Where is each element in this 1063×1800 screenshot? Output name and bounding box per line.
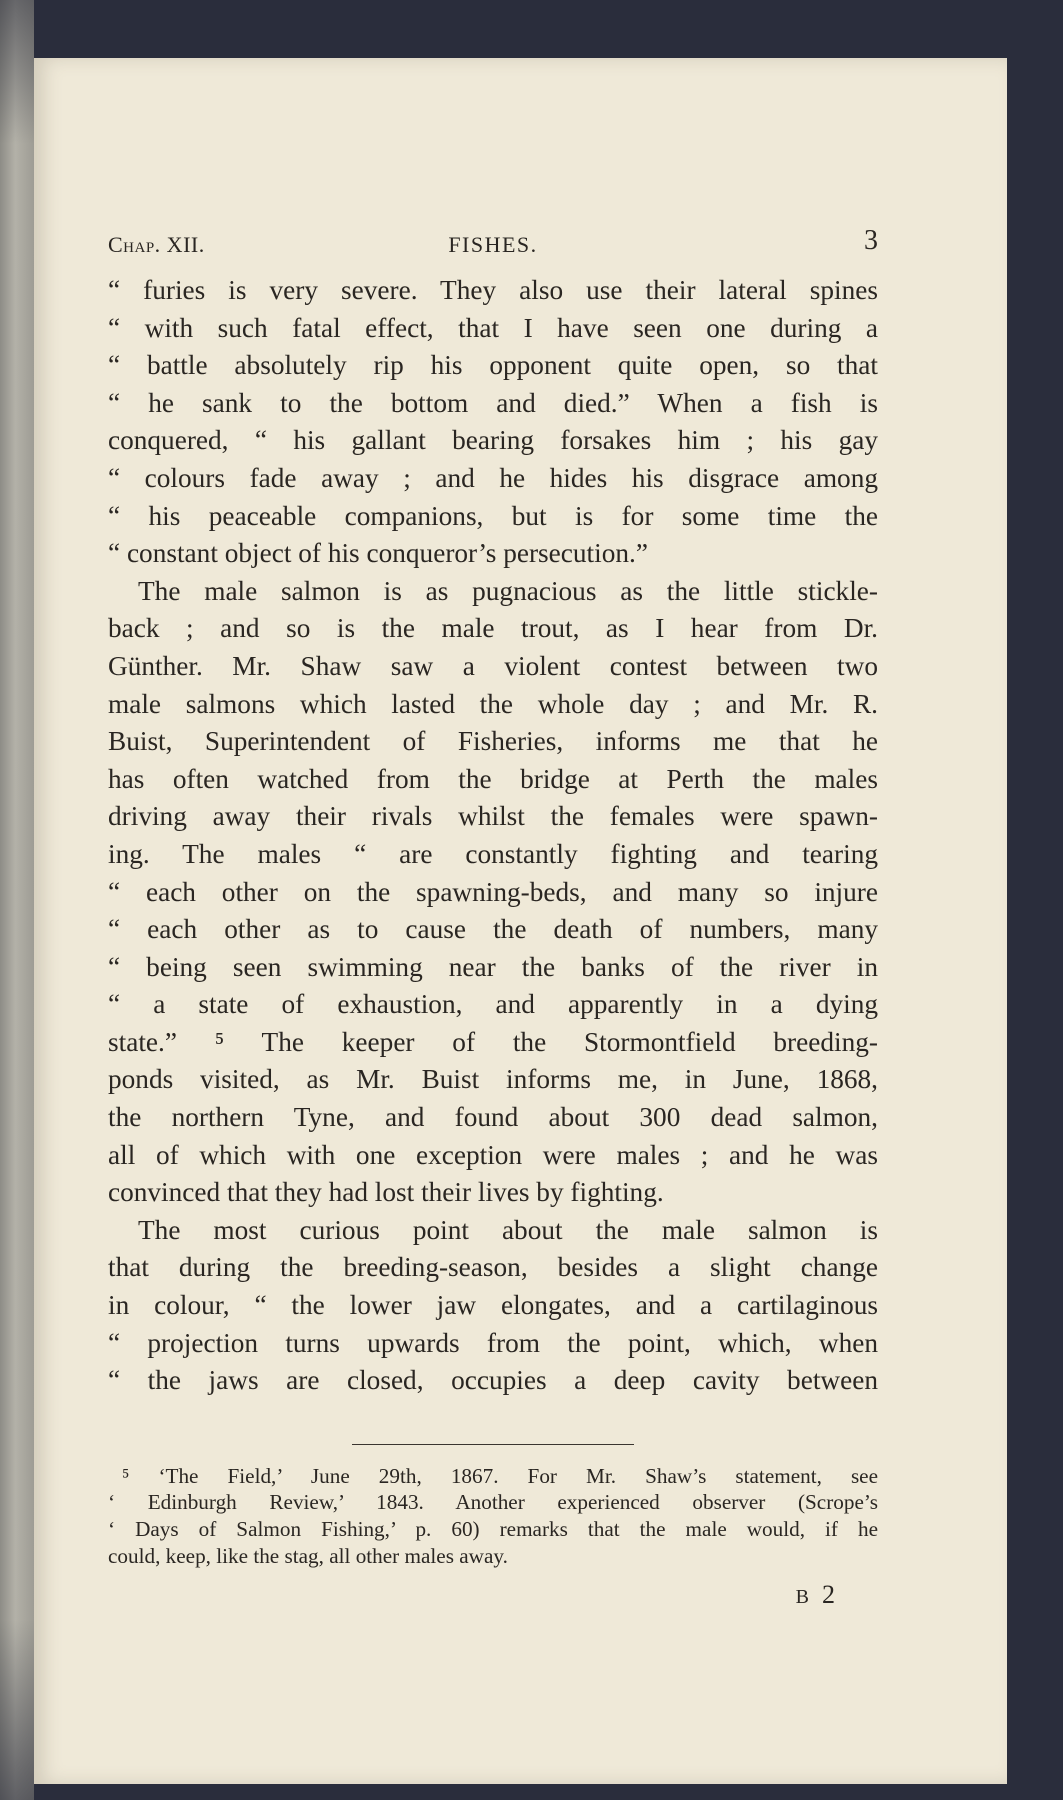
text-line: The most curious point about the male salmon is (138, 1214, 878, 1245)
text-line: in colour, “ the lower jaw elongates, and a cartilaginous (108, 1290, 878, 1321)
text-line: that during the breeding-season, besides a slight change (108, 1252, 878, 1283)
footnote-divider (352, 1444, 634, 1445)
signature-number: 2 (822, 1580, 838, 1610)
text-line: back ; and so is the male trout, as I hear from Dr. (108, 613, 878, 644)
signature-mark (108, 1577, 878, 1615)
text-line: ponds visited, as Mr. Buist informs me, in June, 1868, (108, 1064, 878, 1095)
text-line: male salmons which lasted the whole day ; and Mr. R. (108, 688, 878, 719)
text-line: conquered, “ his gallant bearing forsakes him ; his gay (108, 425, 878, 456)
facing-page-edge (0, 0, 34, 1800)
text-line: Buist, Superintendent of Fisheries, informs me that he (108, 726, 878, 757)
text-line: driving away their rivals whilst the females were spawn- (108, 801, 878, 832)
footnote-line: ‘ Days of Salmon Fishing,’ p. 60) remarks that the male would, if he (108, 1517, 878, 1541)
text-line: “ furies is very severe. They also use their lateral spines (108, 275, 878, 305)
page-content (108, 225, 878, 1615)
text-line: state.” ⁵ The keeper of the Stormontfield breeding- (108, 1026, 878, 1057)
text-line: “ constant object of his conqueror’s persecution.” (108, 538, 648, 569)
text-line: “ colours fade away ; and he hides his disgrace among (108, 462, 878, 493)
text-line: “ with such fatal effect, that I have seen one during a (108, 312, 878, 343)
page-number: 3 (864, 225, 878, 256)
text-line: The male salmon is as pugnacious as the little stickle- (138, 575, 878, 606)
text-line: “ projection turns upwards from the point, which, when (108, 1327, 878, 1358)
signature-letter: B (795, 1586, 812, 1609)
text-line: “ his peaceable companions, but is for some time the (108, 500, 878, 531)
text-line: ing. The males “ are constantly fighting and tearing (108, 838, 878, 869)
text-line: the northern Tyne, and found about 300 dead salmon, (108, 1102, 878, 1133)
text-line: convinced that they had lost their lives by fighting. (108, 1177, 664, 1208)
text-line: “ each other as to cause the death of numbers, many (108, 914, 878, 945)
text-line: Günther. Mr. Shaw saw a violent contest between two (108, 650, 878, 681)
text-line: all of which with one exception were males ; and he was (108, 1139, 878, 1170)
text-line: “ each other on the spawning-beds, and many so injure (108, 876, 878, 907)
text-line: “ a state of exhaustion, and apparently in a dying (108, 989, 878, 1020)
footnote-line: ⁵ ‘The Field,’ June 29th, 1867. For Mr. Shaw’s statement, see (122, 1463, 878, 1488)
chapter-label: Chap. XII. (108, 232, 205, 257)
text-line: “ the jaws are closed, occupies a deep cavity between (108, 1365, 878, 1396)
text-line: “ he sank to the bottom and died.” When a fish is (108, 387, 878, 418)
footnotes (108, 1463, 878, 1569)
body-text (108, 272, 878, 1400)
footnote-line: ‘ Edinburgh Review,’ 1843. Another experienced observer (Scrope’s (108, 1490, 878, 1515)
book-page (34, 58, 1007, 1784)
footnote-line: could, keep, like the stag, all other males away. (108, 1543, 508, 1568)
text-line: “ battle absolutely rip his opponent quite open, so that (108, 350, 878, 381)
section-title: FISHES. (448, 232, 538, 257)
edge-shadow (0, 0, 34, 1800)
running-header (108, 225, 878, 262)
text-line: has often watched from the bridge at Perth the males (108, 763, 878, 794)
text-line: “ being seen swimming near the banks of the river in (108, 951, 878, 982)
